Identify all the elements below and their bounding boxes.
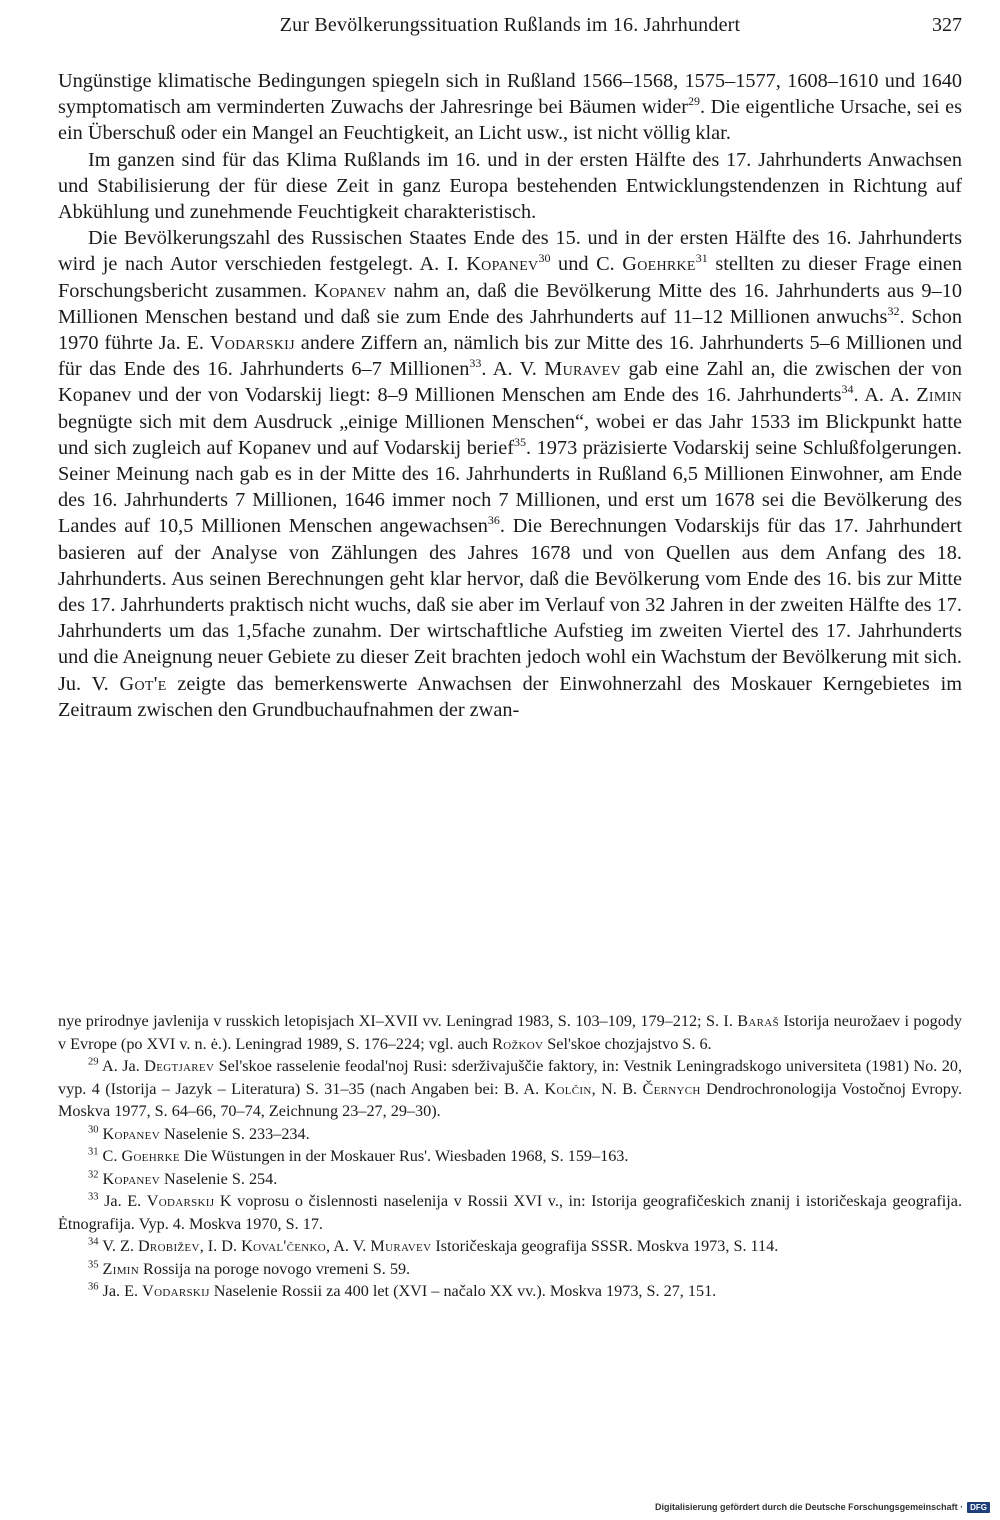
body-text <box>58 68 962 970</box>
paragraph-1: Ungünstige klimatische Bedingungen spiegeln sich in Rußland 1566–1568, 1575–1577, 1608–1610 und 1640 symptomatisch am verminderten Zuwachs der Jahresringe bei Bäumen wider$^{29}$. Die eigentliche Ursache, sei es ein Überschuß oder ein Mangel an Feuchtigkeit, an Licht usw., ist nicht völlig klar. <box>58 70 963 145</box>
paragraph-2: Im ganzen sind für das Klima Rußlands im 16. und in der ersten Hälfte des 17. Jahrhunderts Anwachsen und Stabilisierung der für diese Zeit in ganz Europa bestehenden Entwicklungstendenzen in Richtung auf Abkühlung und zunehmende Feuchtigkeit charakteristisch. <box>58 148 962 224</box>
author-name: Vodarskij <box>209 332 295 355</box>
author-name: Muravev <box>544 358 621 381</box>
page-header <box>58 14 962 48</box>
footnote-ref-32: 32 <box>887 304 900 319</box>
footnote-33: $^{33}$ Ja. E. Vodarskij K voprosu o čislennosti naselenija v Rossii XVI v., in: Istorija geografičeskich znanij i istoričeskaja geografija. Ėtnografija. Vyp. 4. Moskva 1970, S. 17. <box>58 1191 962 1233</box>
author-name: Goehrke <box>622 253 696 276</box>
footnote-ref-33: 33 <box>469 356 482 371</box>
footnote-ref-35: 35 <box>514 435 527 450</box>
footnote-35: $^{35}$ Zimin Rossija na poroge novogo vremeni S. 59. <box>88 1259 411 1278</box>
digitization-footer <box>655 1500 990 1514</box>
author-name: Kopanev <box>314 279 387 302</box>
footnote-ref-29: 29 <box>688 94 701 109</box>
page-number: 327 <box>932 14 962 36</box>
footnote-continued: nye prirodnye javlenija v russkich letopisjach XI–XVII vv. Leningrad 1983, S. 103–109, 179–212; S. I. Baraš Istorija neurožaev i pogody v Evrope (po XVI v. n. ė.). Leningrad 1989, S. 176–224; vgl. auch Rožkov Sel'skoe chozjajstvo S. 6. <box>58 1012 962 1053</box>
footnote-31: $^{31}$ C. Goehrke Die Wüstungen in der Moskauer Rus'. Wiesbaden 1968, S. 159–163. <box>88 1146 629 1165</box>
author-name: Got'e <box>119 672 167 695</box>
dfg-logo-icon: DFG <box>967 1502 990 1513</box>
footnote-ref-31: 31 <box>695 251 708 266</box>
author-name: Kopanev <box>466 253 539 276</box>
running-title: Zur Bevölkerungssituation Rußlands im 16. Jahrhundert <box>279 14 741 36</box>
footnote-ref-30: 30 <box>538 251 551 266</box>
footnote-32: $^{32}$ Kopanev Naselenie S. 254. <box>88 1169 278 1188</box>
paragraph-3: Die Bevölkerungszahl des Russischen Staates Ende des 15. und in der ersten Hälfte des 16. Jahrhunderts wird je nach Autor verschieden festgelegt. A. I. Kopanev$^{30}$ und C. Goehrke$^{31}$ stellten zu dieser Frage einen Forschungsbericht zusammen. Kopanev nahm an, daß die Bevölkerung Mitte des 16. Jahrhunderts aus 9–10 Millionen Menschen bestand und daß sie zum Ende des Jahrhunderts auf 11–12 Millionen anwuchs$^{32}$. Schon 1970 führte Ja. E. Vodarskij andere Ziffern an, nämlich bis zur Mitte des 16. Jahrhunderts 5–6 Millionen und für das Ende des 16. Jahrhunderts 6–7 Millionen$^{33}$. A. V. Muravev gab eine Zahl an, die zwischen der von Kopanev und der von Vodarskij liegt: 8–9 Millionen Menschen am Ende des 16. Jahrhunderts$^{34}$. A. A. Zimin begnügte sich mit dem Ausdruck „einige Millionen Menschen“, wobei er das Jahr 1533 im Blickpunkt hatte und sich zugleich auf Kopanev und auf Vodarskij berief$^{35}$. 1973 präzisierte Vodarskij seine Schlußfolgerungen. Seiner Meinung nach gab es in der Mitte des 16. Jahrhunderts in Rußland 6,5 Millionen Einwohner, am Ende des 16. Jahrhunderts 7 Millionen, 1646 immer noch 7 Millionen, und erst um 1678 sei die Bevölkerung des Landes auf 10,5 Millionen Menschen angewachsen$^{36}$. Die Berechnungen Vodarskijs für das 17. Jahrhundert basieren auf der Analyse von Zählungen des Jahres 1678 und von Quellen aus dem Anfang des 18. Jahrhunderts. Aus seinen Berechnungen geht klar hervor, daß die Bevölkerung vom Ende des 16. bis zur Mitte des 17. Jahrhunderts praktisch nicht wuchs, daß sie aber im Verlauf von 32 Jahren in der zweiten Hälfte des 17. Jahrhunderts um das 1,5fache zunahm. Der wirtschaftliche Aufstieg im zweiten Viertel des 17. Jahrhunderts und die Aneignung neuer Gebiete zu dieser Zeit brachten jedoch wohl ein Wachstum der Bevölkerung mit sich. Ju. V. Got'e zeigte das bemerkenswerte Anwachsen der Einwohnerzahl des Moskauer Kerngebietes im Zeitraum zwischen den Grundbuchaufnahmen der zwan- <box>58 227 962 721</box>
footnote-ref-36: 36 <box>487 513 500 528</box>
footnote-36: $^{36}$ Ja. E. Vodarskij Naselenie Rossii za 400 let (XVI – načalo XX vv.). Moskva 1973, S. 27, 151. <box>88 1281 717 1300</box>
footnote-30: $^{30}$ Kopanev Naselenie S. 233–234. <box>88 1124 310 1143</box>
footnotes <box>58 1010 962 1430</box>
author-name: Zimin <box>916 384 962 407</box>
footnote-ref-34: 34 <box>841 382 854 397</box>
footnote-34: $^{34}$ V. Z. Drobižev, I. D. Koval'čenko, A. V. Muravev Istoričeskaja geografija SSSR. Moskva 1973, S. 114. <box>88 1236 779 1255</box>
footnote-29: $^{29}$ A. Ja. Degtjarev Sel'skoe rasselenie feodal'noj Rusi: sderživajuščie faktory, in: Vestnik Leningradskogo universiteta (1981) No. 20, vyp. 4 (Istorija – Jazyk – Literatura) S. 31–35 (nach Angaben bei: B. A. Kolčin, N. B. Černych Dendrochronologija Vostočnoj Evropy. Moskva 1977, S. 64–66, 70–74, Zeichnung 23–27, 29–30). <box>58 1056 962 1120</box>
digitization-credit: Digitalisierung gefördert durch die Deutsche Forschungsgemeinschaft · <box>655 1502 964 1512</box>
